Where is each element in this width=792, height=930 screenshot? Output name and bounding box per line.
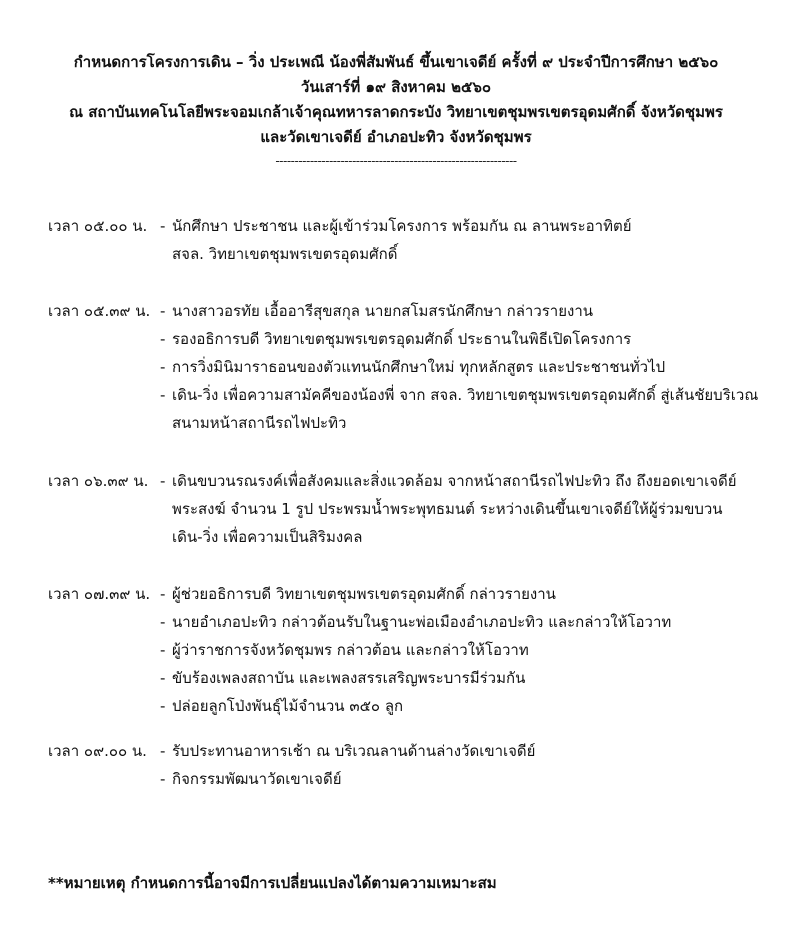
bullet-dash: - [160, 613, 166, 631]
bullet-dash: - [160, 770, 166, 788]
bullet-dash: - [160, 386, 166, 404]
schedule-item [48, 636, 768, 664]
schedule-block [48, 212, 768, 268]
schedule-item [48, 381, 768, 409]
schedule-item-text: รับประทานอาหารเช้า ณ บริเวณลานด้านล่างวัดเขาเจดีย์ [172, 742, 536, 760]
schedule-item-text: นายอำเภอปะทิว กล่าวต้อนรับในฐานะพ่อเมืองอำเภอปะทิว และกล่าวให้โอวาท [172, 613, 672, 631]
schedule-item [48, 664, 768, 692]
schedule-item-text: นางสาวอรทัย เอื้ออารีสุขสกุล นายกสโมสรนักศึกษา กล่าวรายงาน [172, 302, 594, 320]
schedule-item [48, 580, 768, 608]
bullet-dash: - [160, 742, 166, 760]
schedule-item-text: การวิ่งมินิมาราธอนของตัวแทนนักศึกษาใหม่ ทุกหลักสูตร และประชาชนทั่วไป [172, 358, 666, 376]
header-divider: --------------------------------------------------------------- [275, 154, 517, 168]
schedule-block [48, 580, 768, 720]
schedule-item [48, 765, 768, 793]
schedule-item [48, 325, 768, 353]
schedule-time: เวลา ๐๙.๐๐ น. [48, 742, 147, 760]
schedule-block [48, 297, 768, 437]
bullet-dash: - [160, 302, 166, 320]
header-date: วันเสาร์ที่ ๑๙ สิงหาคม ๒๕๖๐ [300, 78, 492, 96]
header-title: กำหนดการโครงการเดิน – วิ่ง ประเพณี น้องพี่สัมพันธ์ ขึ้นเขาเจดีย์ ครั้งที่ ๙ ประจำปีการศึกษา ๒๕๖๐ [73, 53, 719, 71]
schedule-item [48, 467, 768, 495]
schedule-item [48, 737, 768, 765]
schedule-item-continuation: สนามหน้าสถานีรถไฟปะทิว [172, 414, 347, 432]
schedule-time: เวลา ๐๕.๓๙ น. [48, 302, 151, 320]
schedule-item-text: ผู้ช่วยอธิการบดี วิทยาเขตชุมพรเขตรอุดมศักดิ์ กล่าวรายงาน [172, 585, 556, 603]
bullet-dash: - [160, 697, 166, 715]
schedule-item-continuation: เดิน-วิ่ง เพื่อความเป็นสิริมงคล [172, 528, 363, 546]
schedule-item-text: ปล่อยลูกโป่งพันธุ์ไม้จำนวน ๓๕๐ ลูก [172, 697, 404, 715]
bullet-dash: - [160, 330, 166, 348]
schedule-item-text: กิจกรรมพัฒนาวัดเขาเจดีย์ [172, 770, 342, 788]
header-venue: ณ สถาบันเทคโนโลยีพระจอมเกล้าเจ้าคุณทหารลาดกระบัง วิทยาเขตชุมพรเขตรอุดมศักดิ์ จังหวัดชุมพร [69, 103, 723, 121]
schedule-item-text: นักศึกษา ประชาชน และผู้เข้าร่วมโครงการ พร้อมกัน ณ ลานพระอาทิตย์ [172, 217, 632, 235]
bullet-dash: - [160, 585, 166, 603]
schedule-item-text: ผู้ว่าราชการจังหวัดชุมพร กล่าวต้อน และกล่าวให้โอวาท [172, 641, 529, 659]
schedule-time: เวลา ๐๖.๓๙ น. [48, 472, 149, 490]
schedule-time: เวลา ๐๗.๓๙ น. [48, 585, 151, 603]
schedule-item-text: รองอธิการบดี วิทยาเขตชุมพรเขตรอุดมศักดิ์ ประธานในพิธีเปิดโครงการ [172, 330, 632, 348]
footnote: **หมายเหตุ กำหนดการนี้อาจมีการเปลี่ยนแปลงได้ตามความเหมาะสม [48, 874, 497, 892]
schedule-item [48, 353, 768, 381]
schedule-block [48, 737, 768, 793]
schedule-item [48, 608, 768, 636]
schedule-item-continuation: พระสงฆ์ จำนวน 1 รูป ประพรมน้ำพระพุทธมนต์ ระหว่างเดินขึ้นเขาเจดีย์ให้ผู้ร่วมขบวน [172, 500, 723, 518]
bullet-dash: - [160, 217, 166, 235]
bullet-dash: - [160, 358, 166, 376]
schedule-item-text: เดิน-วิ่ง เพื่อความสามัคคีของน้องพี่ จาก สจล. วิทยาเขตชุมพรเขตรอุดมศักดิ์ สู่เส้นชัยบริเวณ [172, 386, 759, 404]
schedule-item [48, 212, 768, 240]
bullet-dash: - [160, 641, 166, 659]
bullet-dash: - [160, 669, 166, 687]
bullet-dash: - [160, 472, 166, 490]
schedule-item-text: ขับร้องเพลงสถาบัน และเพลงสรรเสริญพระบารมีร่วมกัน [172, 669, 526, 687]
schedule-item-continuation: สจล. วิทยาเขตชุมพรเขตรอุดมศักดิ์ [172, 245, 398, 263]
header-venue-2: และวัดเขาเจดีย์ อำเภอปะทิว จังหวัดชุมพร [260, 128, 532, 146]
schedule-block [48, 467, 768, 551]
schedule-item [48, 297, 768, 325]
schedule-time: เวลา ๐๕.๐๐ น. [48, 217, 148, 235]
document-header [0, 50, 792, 170]
schedule-item [48, 692, 768, 720]
schedule-item-text: เดินขบวนรณรงค์เพื่อสังคมและสิ่งแวดล้อม จากหน้าสถานีรถไฟปะทิว ถึง ถึงยอดเขาเจดีย์ [172, 472, 737, 490]
